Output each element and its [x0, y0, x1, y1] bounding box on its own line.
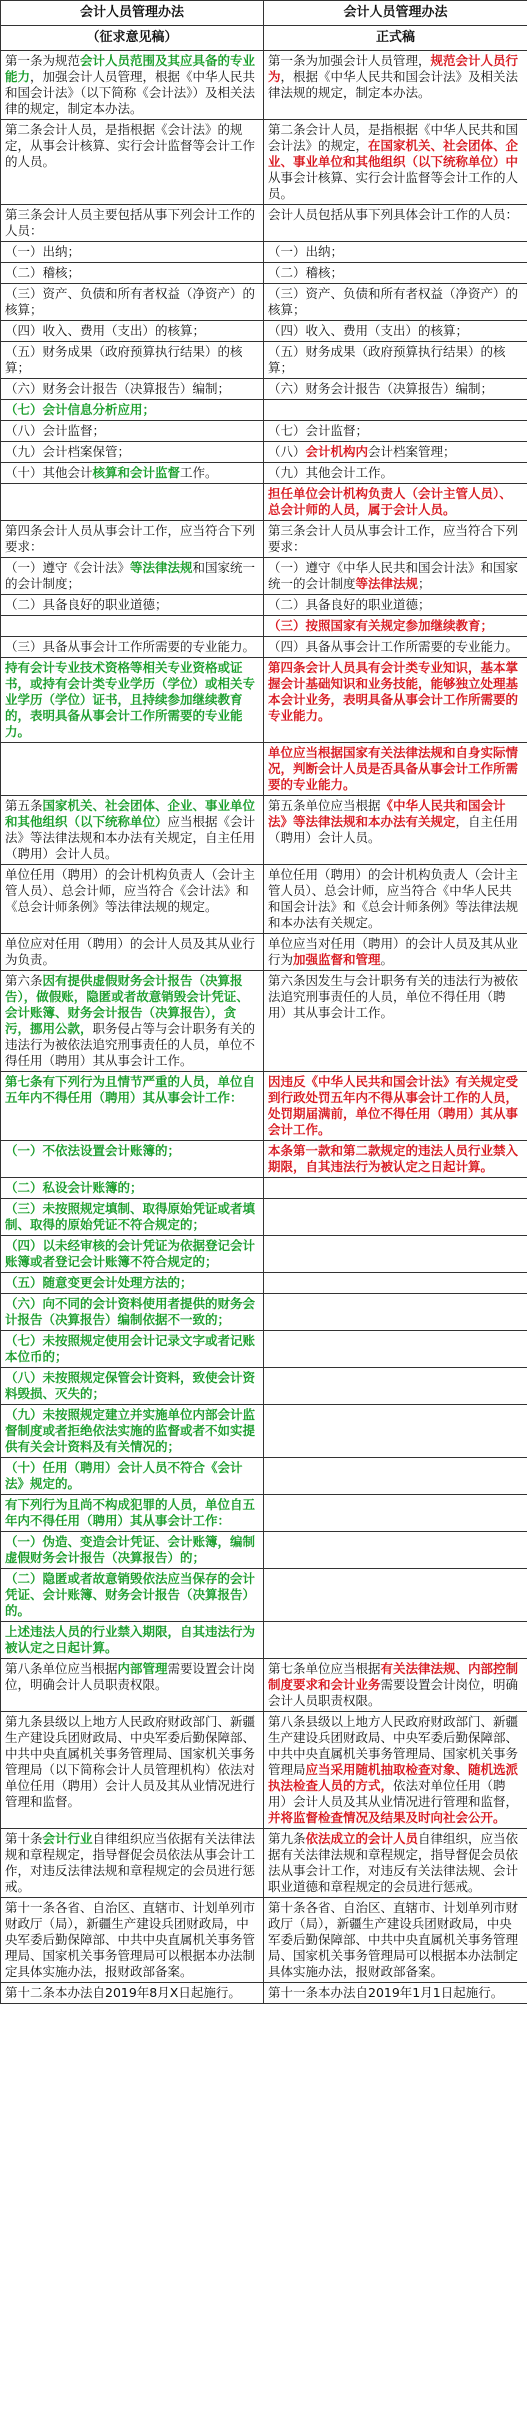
draft-cell — [1, 120, 264, 205]
draft-cell — [1, 1294, 264, 1331]
text-segment: 有关法律法规、内部控制制度要求和会计业务 — [268, 1661, 519, 1692]
final-cell — [264, 1405, 527, 1458]
text-segment: （十）任用（聘用）会计人员不符合《会计法》规定的。 — [5, 1460, 243, 1491]
final-cell — [264, 120, 527, 205]
text-segment: 第二条会计人员，是指根据《中华人民共和国会计法》的规定， — [268, 122, 519, 153]
final-cell — [264, 379, 527, 400]
table-row — [1, 400, 527, 421]
text-segment: 在国家机关、社会团体、企业、事业单位和其他组织（以下统称单位）中 — [268, 138, 519, 169]
text-segment: 会计机构内 — [305, 444, 369, 459]
final-cell — [264, 658, 527, 743]
text-segment: 规范会计人员行为 — [268, 53, 519, 84]
final-cell — [264, 1829, 527, 1898]
text-segment: 第四条会计人员从事会计工作，应当符合下列要求： — [5, 523, 256, 554]
text-segment: （二）私设会计账簿的； — [5, 1180, 143, 1195]
final-cell — [264, 463, 527, 484]
draft-cell — [1, 484, 264, 521]
text-segment: （二）隐匿或者故意销毁依法应当保存的会计凭证、会计账簿、财务会计报告（决算报告）的。 — [5, 1571, 256, 1618]
text-segment: （四）收入、费用（支出）的核算； — [5, 323, 206, 338]
draft-cell — [1, 1983, 264, 2004]
final-cell — [264, 1178, 527, 1199]
text-segment: 第九条 — [268, 1831, 306, 1846]
final-cell — [264, 400, 527, 421]
draft-cell — [1, 934, 264, 971]
table-row — [1, 342, 527, 379]
final-cell — [264, 637, 527, 658]
draft-cell — [1, 1622, 264, 1659]
text-segment: （七）会计监督； — [268, 423, 369, 438]
final-cell — [264, 865, 527, 934]
table-row — [1, 658, 527, 743]
text-segment: （二）具备良好的职业道德； — [268, 597, 431, 612]
final-cell — [264, 971, 527, 1072]
text-segment: 因违反《中华人民共和国会计法》有关规定受到行政处罚五年内不得从事会计工作的人员，处罚期届满前，单位不得任用（聘用）其从事会计工作。 — [268, 1074, 519, 1137]
draft-cell — [1, 205, 264, 242]
text-segment: （三）资产、负债和所有者权益（净资产）的核算； — [268, 286, 519, 317]
text-segment: 第十二条本办法自2019年8月X日起施行。 — [5, 1985, 241, 2000]
final-cell — [264, 51, 527, 120]
text-segment: 和国家统一的会计制度； — [5, 560, 256, 591]
final-cell — [264, 1331, 527, 1368]
text-segment: 核算和会计监督 — [92, 465, 181, 480]
text-segment: 第八条单位应当根据 — [5, 1661, 118, 1676]
table-row — [1, 616, 527, 637]
table-row — [1, 1898, 527, 1983]
table-row — [1, 1199, 527, 1236]
text-segment: ，根据《中华人民共和国会计法》及相关法律法规的规定，制定本办法。 — [268, 69, 519, 100]
text-segment: （十）其他会计 — [5, 465, 93, 480]
table-row — [1, 521, 527, 558]
text-segment: 国家机关、社会团体、企业、事业单位和其他组织（以下统称单位） — [5, 798, 256, 829]
draft-cell — [1, 263, 264, 284]
final-cell — [264, 1294, 527, 1331]
text-segment: （三）具备从事会计工作所需要的专业能力。 — [5, 639, 256, 654]
final-cell — [264, 796, 527, 865]
text-segment: （二）稽核； — [268, 265, 344, 280]
draft-cell — [1, 400, 264, 421]
text-segment: （一）不依法设置会计账簿的； — [5, 1143, 181, 1158]
text-segment: 第三条会计人员从事会计工作，应当符合下列要求： — [268, 523, 519, 554]
final-cell — [264, 484, 527, 521]
text-segment: 第十条各省、自治区、直辖市、计划单列市财政厅（局），新疆生产建设兵团财政局，中央军委后勤保障部、中共中央直属机关事务管理局、国家机关事务管理局可以根据本办法制定具体实施办法，报财政部备案。 — [268, 1900, 519, 1979]
text-segment: 会计档案管理； — [368, 444, 456, 459]
text-segment: 会计行业 — [42, 1831, 93, 1846]
text-segment: （四）以未经审核的会计凭证为依据登记会计账簿或者登记会计账簿不符合规定的； — [5, 1238, 256, 1269]
text-segment: 职务侵占等与会计职务有关的违法行为被依法追究刑事责任的人员，单位不得任用（聘用）其从事会计工作。 — [5, 1021, 256, 1068]
draft-cell — [1, 1458, 264, 1495]
final-cell — [264, 1712, 527, 1829]
text-segment: 应当根据《会计法》等法律法规和本办法有关规定，自主任用（聘用）会计人员。 — [5, 814, 256, 861]
text-segment: （二）稽核； — [5, 265, 81, 280]
text-segment: 第九条县级以上地方人民政府财政部门、新疆生产建设兵团财政局、中央军委后勤保障部、中共中央直属机关事务管理局、国家机关事务管理局（以下简称会计人员管理机构）依法对单位任用（聘用）会计人员及其从业情况进行管理和监督。 — [5, 1714, 256, 1809]
text-segment: （三）未按照规定填制、取得原始凭证或者填制、取得的原始凭证不符合规定的； — [5, 1201, 256, 1232]
table-row — [1, 637, 527, 658]
table-row — [1, 242, 527, 263]
text-segment: ，加强会计人员管理，根据《中华人民共和国会计法》（以下简称《会计法》）及相关法律的规定，制定本办法。 — [5, 69, 256, 116]
draft-cell — [1, 616, 264, 637]
table-row — [1, 1072, 527, 1141]
text-segment: 第一条为规范 — [5, 53, 81, 68]
draft-cell — [1, 1569, 264, 1622]
text-segment: 第七条有下列行为且情节严重的人员，单位自五年内不得任用（聘用）其从事会计工作： — [5, 1074, 256, 1105]
final-cell — [264, 521, 527, 558]
title-row — [1, 1, 527, 26]
text-segment: （二）具备良好的职业道德； — [5, 597, 168, 612]
draft-cell — [1, 421, 264, 442]
table-row — [1, 1829, 527, 1898]
text-segment: 会计人员包括从事下列具体会计工作的人员： — [268, 207, 519, 222]
text-segment: （五）随意变更会计处理方法的； — [5, 1275, 193, 1290]
table-row — [1, 484, 527, 521]
text-segment: 自律组织，应当依据有关法律法规和章程规定，指导督促会员依法从事会计工作，对违反有关法律法规、会计职业道德和章程规定的会员进行惩戒。 — [268, 1831, 519, 1894]
text-segment: （九）未按照规定建立并实施单位内部会计监督制度或者拒绝依法实施的监督或者不如实提供有关会计资料及有关情况的； — [5, 1407, 256, 1454]
table-row — [1, 284, 527, 321]
text-segment: （七）未按照规定使用会计记录文字或者记账本位币的； — [5, 1333, 256, 1364]
draft-cell — [1, 321, 264, 342]
table-row — [1, 379, 527, 400]
table-row — [1, 934, 527, 971]
text-segment: 第五条单位应当根据 — [268, 798, 381, 813]
final-cell — [264, 421, 527, 442]
table-row — [1, 120, 527, 205]
text-segment: 单位应当对任用（聘用）的会计人员及其从业行为 — [268, 936, 519, 967]
text-segment: 单位任用（聘用）的会计机构负责人（会计主管人员）、总会计师，应当符合《中华人民共和国会计法》和《总会计师条例》等法律法规和本办法有关规定。 — [268, 867, 519, 930]
draft-cell — [1, 1331, 264, 1368]
table-row — [1, 263, 527, 284]
text-segment: 加强监督和管理 — [293, 952, 381, 967]
final-cell — [264, 1141, 527, 1178]
text-segment: 担任单位会计机构负责人（会计主管人员）、总会计师的人员，属于会计人员。 — [268, 486, 512, 517]
final-cell — [264, 1898, 527, 1983]
final-cell — [264, 442, 527, 463]
text-segment: 并将监督检查情况及结果及时向社会公开。 — [268, 1810, 506, 1825]
table-row — [1, 463, 527, 484]
final-cell — [264, 1199, 527, 1236]
final-cell — [264, 595, 527, 616]
table-row — [1, 1569, 527, 1622]
table-row — [1, 51, 527, 120]
text-segment: ，自主任用（聘用）会计人员。 — [268, 814, 519, 845]
text-segment: （八） — [268, 444, 306, 459]
text-segment: 自律组织应当依据有关法律法规和章程规定，指导督促会员依法从事会计工作，对违反法律法规和章程规定的会员进行惩戒。 — [5, 1831, 256, 1894]
draft-cell — [1, 284, 264, 321]
text-segment: （三）资产、负债和所有者权益（净资产）的核算； — [5, 286, 256, 317]
table-row — [1, 421, 527, 442]
text-segment: 第六条 — [5, 973, 43, 988]
draft-cell — [1, 379, 264, 400]
table-row — [1, 442, 527, 463]
final-cell — [264, 1072, 527, 1141]
final-cell — [264, 743, 527, 796]
final-cell — [264, 558, 527, 595]
draft-cell — [1, 558, 264, 595]
text-segment: 等法律法规 — [355, 576, 419, 591]
draft-cell — [1, 1178, 264, 1199]
table-row — [1, 865, 527, 934]
final-cell — [264, 1622, 527, 1659]
text-segment: 应当采用随机抽取检查对象、随机选派执法检查人员的方式， — [268, 1762, 519, 1793]
text-segment: 第三条会计人员主要包括从事下列会计工作的人员： — [5, 207, 256, 238]
text-segment: ； — [418, 576, 431, 591]
draft-cell — [1, 637, 264, 658]
text-segment: 《中华人民共和国会计法》等法律法规和本办法有关规定 — [268, 798, 506, 829]
table-row — [1, 558, 527, 595]
text-segment: （七）会计信息分析应用； — [5, 402, 156, 417]
draft-cell — [1, 1829, 264, 1898]
text-segment: 第七条单位应当根据 — [268, 1661, 381, 1676]
table-row — [1, 1983, 527, 2004]
text-segment: 第四条会计人员具有会计类专业知识，基本掌握会计基础知识和业务技能，能够独立处理基本会计业务，表明具备从事会计工作所需要的专业能力。 — [268, 660, 519, 723]
draft-cell — [1, 1141, 264, 1178]
draft-cell — [1, 1495, 264, 1532]
text-segment: （六）财务会计报告（决算报告）编制； — [5, 381, 231, 396]
text-segment: 内部管理 — [117, 1661, 168, 1676]
text-segment: 依法成立的会计人员 — [305, 1831, 419, 1846]
final-cell — [264, 1273, 527, 1294]
text-segment: （三）按照国家有关规定参加继续教育； — [268, 618, 494, 633]
table-row — [1, 743, 527, 796]
draft-cell — [1, 442, 264, 463]
subtitle-row — [1, 26, 527, 51]
table-row — [1, 1141, 527, 1178]
final-cell — [264, 205, 527, 242]
final-cell — [264, 342, 527, 379]
table-row — [1, 1368, 527, 1405]
table-row — [1, 1294, 527, 1331]
final-cell — [264, 616, 527, 637]
table-row — [1, 1712, 527, 1829]
subtitle-right: 正式稿 — [264, 26, 527, 51]
final-cell — [264, 1458, 527, 1495]
draft-cell — [1, 242, 264, 263]
text-segment: 上述违法人员的行业禁入期限，自其违法行为被认定之日起计算。 — [5, 1624, 256, 1655]
draft-cell — [1, 342, 264, 379]
final-cell — [264, 1569, 527, 1622]
table-row — [1, 1659, 527, 1712]
draft-cell — [1, 1368, 264, 1405]
text-segment: 持有会计专业技术资格等相关专业资格或证书，或持有会计类专业学历（学位）或相关专业学历（学位）证书，且持续参加继续教育的，表明具备从事会计工作所需要的专业能力。 — [5, 660, 256, 739]
table-row — [1, 1178, 527, 1199]
text-segment: 第十一条本办法自2019年1月1日起施行。 — [268, 1985, 504, 2000]
draft-cell — [1, 1659, 264, 1712]
text-segment: （一）遵守《中华人民共和国会计法》和国家统一的会计制度 — [268, 560, 519, 591]
draft-cell — [1, 1236, 264, 1273]
table-row — [1, 321, 527, 342]
draft-cell — [1, 971, 264, 1072]
table-row — [1, 796, 527, 865]
text-segment: 。 — [380, 952, 394, 967]
table-row — [1, 971, 527, 1072]
final-cell — [264, 242, 527, 263]
text-segment: 本条第一款和第二款规定的违法人员行业禁入期限，自其违法行为被认定之日起计算。 — [268, 1143, 519, 1174]
draft-cell — [1, 743, 264, 796]
draft-cell — [1, 658, 264, 743]
final-cell — [264, 284, 527, 321]
text-segment: 第二条会计人员，是指根据《会计法》的规定，从事会计核算、实行会计监督等会计工作的人员。 — [5, 122, 256, 169]
draft-cell — [1, 865, 264, 934]
text-segment: （四）收入、费用（支出）的核算； — [268, 323, 469, 338]
text-segment: （六）向不同的会计资料使用者提供的财务会计报告（决算报告）编制依据不一致的； — [5, 1296, 256, 1327]
draft-cell — [1, 521, 264, 558]
text-segment: （一）伪造、变造会计凭证、会计账簿，编制虚假财务会计报告（决算报告）的； — [5, 1534, 256, 1565]
text-segment: 单位任用（聘用）的会计机构负责人（会计主管人员）、总会计师，应当符合《会计法》和《总会计师条例》等法律法规的规定。 — [5, 867, 256, 914]
draft-cell — [1, 1072, 264, 1141]
table-row — [1, 205, 527, 242]
table-row — [1, 1458, 527, 1495]
draft-cell — [1, 1199, 264, 1236]
draft-cell — [1, 1712, 264, 1829]
final-cell — [264, 1368, 527, 1405]
draft-cell — [1, 796, 264, 865]
text-segment: 单位应当根据国家有关法律法规和自身实际情况，判断会计人员是否具备从事会计工作所需要的专业能力。 — [268, 745, 519, 792]
final-cell — [264, 1236, 527, 1273]
text-segment: 需要设置会计岗位，明确会计人员职责权限。 — [268, 1677, 519, 1708]
text-segment: （八）会计监督； — [5, 423, 106, 438]
draft-cell — [1, 595, 264, 616]
text-segment: 等法律法规 — [130, 560, 193, 575]
final-cell — [264, 934, 527, 971]
text-segment: （九）其他会计工作。 — [268, 465, 394, 480]
text-segment: 需要设置会计岗位，明确会计人员职责权限。 — [5, 1661, 256, 1692]
text-segment: 第十一条各省、自治区、直辖市、计划单列市财政厅（局），新疆生产建设兵团财政局，中央军委后勤保障部、中共中央直属机关事务管理局、国家机关事务管理局可以根据本办法制定具体实施办法，报财政部备案。 — [5, 1900, 256, 1979]
table-row — [1, 1236, 527, 1273]
final-cell — [264, 1532, 527, 1569]
text-segment: 有下列行为且尚不构成犯罪的人员，单位自五年内不得任用（聘用）其从事会计工作： — [5, 1497, 256, 1528]
table-row — [1, 1273, 527, 1294]
text-segment: （五）财务成果（政府预算执行结果）的核算； — [268, 344, 506, 375]
draft-cell — [1, 1273, 264, 1294]
final-cell — [264, 1495, 527, 1532]
table-row — [1, 1405, 527, 1458]
table-row — [1, 1532, 527, 1569]
text-segment: （一）出纳； — [268, 244, 344, 259]
table-body — [1, 1, 527, 2004]
text-segment: 第一条为加强会计人员管理， — [268, 53, 431, 68]
text-segment: （四）具备从事会计工作所需要的专业能力。 — [268, 639, 519, 654]
final-cell — [264, 263, 527, 284]
title-left: 会计人员管理办法 — [1, 1, 264, 26]
final-cell — [264, 1659, 527, 1712]
draft-cell — [1, 51, 264, 120]
draft-cell — [1, 1405, 264, 1458]
text-segment: 第十条 — [5, 1831, 43, 1846]
text-segment: 第五条 — [5, 798, 43, 813]
text-segment: （五）财务成果（政府预算执行结果）的核算； — [5, 344, 243, 375]
draft-cell — [1, 463, 264, 484]
text-segment: 第六条因发生与会计职务有关的违法行为被依法追究刑事责任的人员，单位不得任用（聘用）其从事会计工作。 — [268, 973, 519, 1020]
text-segment: 会计人员范围及其应具备的专业能力 — [5, 53, 256, 84]
table-row — [1, 1495, 527, 1532]
text-segment: 单位应对任用（聘用）的会计人员及其从业行为负责。 — [5, 936, 256, 967]
text-segment: 依法对单位任用（聘用）会计人员及其从业情况进行管理和监督， — [268, 1778, 519, 1809]
final-cell — [264, 321, 527, 342]
text-segment: 因有提供虚假财务会计报告（决算报告），做假账，隐匿或者故意销毁会计凭证、会计账簿、财务会计报告（决算报告），贪污，挪用公款， — [5, 973, 249, 1036]
text-segment: 从事会计核算、实行会计监督等会计工作的人员。 — [268, 170, 519, 201]
text-segment: 第八条县级以上地方人民政府财政部门、新疆生产建设兵团财政局、中央军委后勤保障部、中共中央直属机关事务管理局、国家机关事务管理局 — [268, 1714, 519, 1777]
title-right: 会计人员管理办法 — [264, 1, 527, 26]
text-segment: 工作。 — [180, 465, 218, 480]
text-segment: （八）未按照规定保管会计资料，致使会计资料毁损、灭失的； — [5, 1370, 256, 1401]
text-segment: （六）财务会计报告（决算报告）编制； — [268, 381, 494, 396]
text-segment: （一）出纳； — [5, 244, 81, 259]
text-segment: （一）遵守《会计法》 — [5, 560, 131, 575]
final-cell — [264, 1983, 527, 2004]
subtitle-left: （征求意见稿） — [1, 26, 264, 51]
draft-cell — [1, 1898, 264, 1983]
table-row — [1, 1622, 527, 1659]
draft-cell — [1, 1532, 264, 1569]
text-segment: （九）会计档案保管； — [5, 444, 131, 459]
table-row — [1, 595, 527, 616]
table-row — [1, 1331, 527, 1368]
